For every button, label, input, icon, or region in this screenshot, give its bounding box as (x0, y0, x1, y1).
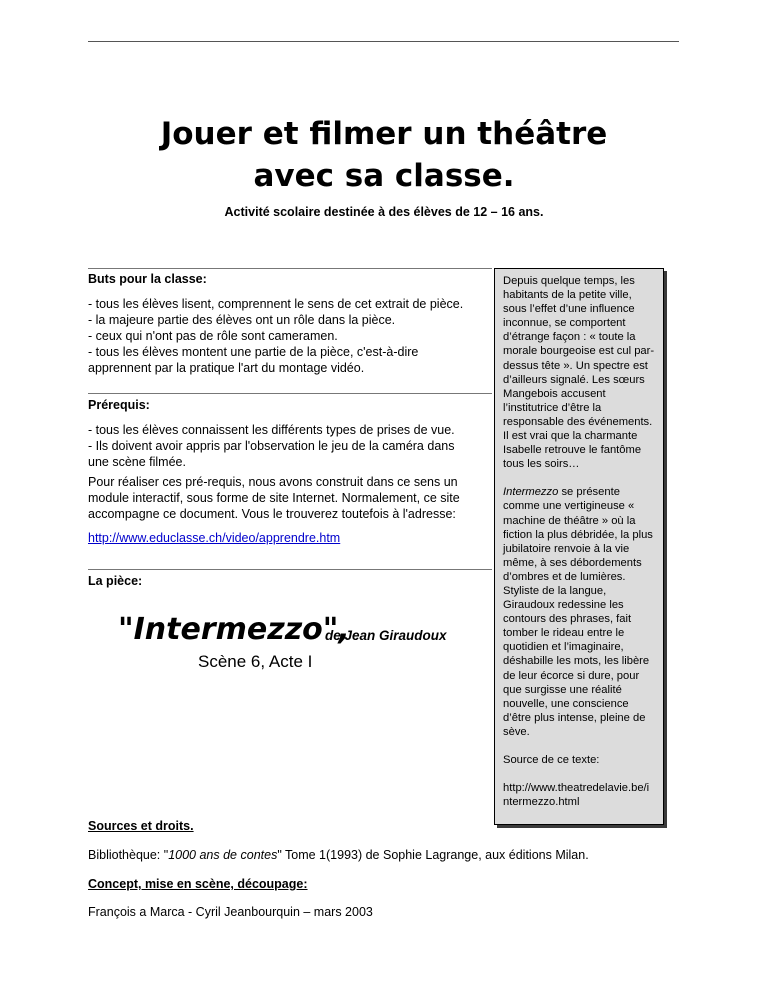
play-title: "Intermezzo", (118, 612, 350, 647)
subtitle: Activité scolaire destinée à des élèves de 12 – 16 ans. (224, 205, 544, 219)
title-line-1: Jouer et filmer un théâtre (160, 116, 608, 152)
prereq-paragraph (88, 474, 460, 522)
sidebar-source-label: Source de ce texte: (503, 754, 600, 766)
sources-prefix: Bibliothèque: " (88, 848, 169, 862)
sources-heading: Sources et droits. (88, 819, 194, 833)
goals-heading: Buts pour la classe: (88, 272, 207, 286)
prereq-list (88, 422, 455, 470)
prereq-line: une scène filmée. (88, 455, 186, 469)
goals-list (88, 296, 463, 376)
goals-rule (88, 268, 492, 269)
sidebar-box (494, 268, 664, 825)
prereq-para-line: module interactif, sous forme de site Internet. Normalement, ce site (88, 491, 460, 505)
module-link[interactable]: http://www.educlasse.ch/video/apprendre.htm (88, 531, 341, 545)
prereq-para-line: Pour réaliser ces pré-requis, nous avons construit dans ce sens un (88, 475, 458, 489)
play-heading: La pièce: (88, 574, 143, 588)
title-line-2: avec sa classe. (253, 158, 515, 194)
sources-suffix: " Tome 1(1993) de Sophie Lagrange, aux éditions Milan. (277, 848, 589, 862)
play-scene: Scène 6, Acte I (198, 652, 313, 671)
play-rule (88, 569, 492, 570)
sidebar-play-name: Intermezzo (503, 486, 559, 499)
goals-line: - tous les élèves montent une partie de la pièce, c'est-à-dire (88, 345, 419, 359)
prereq-line: - tous les élèves connaissent les différents types de prises de vue. (88, 423, 455, 437)
sidebar-para-2-text: se présente comme une vertigineuse « machine de théâtre » où la fiction la plus débridée, la plus jubilatoire renvoie à la vie même, à ses débordements d’ombres et de lumières. Styliste de la langue, Giraudoux redessine les contours des phrases, fait tomber le rideau entre le quotidien et l’imaginaire, déshabille les mots, les libère de leur écorce si dure, pour que surgisse une réalité nouvelle, une conscience d’être plus intense, pleine de sève. (503, 486, 653, 738)
prereq-rule (88, 393, 492, 394)
sidebar-para-2 (503, 485, 655, 739)
top-rule (88, 41, 679, 42)
goals-line: - tous les élèves lisent, comprennent le sens de cet extrait de pièce. (88, 297, 464, 311)
concept-text: François a Marca - Cyril Jeanbourquin – mars 2003 (88, 905, 373, 919)
sources-text (88, 848, 589, 862)
goals-line: - ceux qui n'ont pas de rôle sont cameramen. (88, 329, 338, 343)
goals-line: - la majeure partie des élèves ont un rôle dans la pièce. (88, 313, 396, 327)
sidebar-source-url: http://www.theatredelavie.be/intermezzo.html (503, 782, 650, 809)
prereq-line: - Ils doivent avoir appris par l'observation le jeu de la caméra dans (88, 439, 455, 453)
page-title (0, 113, 768, 197)
sidebar-para-1: Depuis quelque temps, les habitants de la petite ville, sous l’effet d’une influence inconnue, se comportent d’étrange façon : « toute la morale bourgeoise est cul par-dessus tête ». Un spectre est d’ailleurs signalé. Les sœurs Mangebois accusent l’institutrice d’être la responsable des événements. Il est vrai que la charmante Isabelle retrouve le fantôme tous les soirs… (503, 275, 655, 471)
prereq-para-line: accompagne ce document. Vous le trouverez toutefois à l'adresse: (88, 507, 456, 521)
sources-book: 1000 ans de contes (168, 848, 278, 862)
concept-heading: Concept, mise en scène, découpage: (88, 877, 308, 891)
goals-line: apprennent par la pratique l'art du montage vidéo. (88, 361, 365, 375)
prereq-heading: Prérequis: (88, 398, 150, 412)
play-author: de Jean Giraudoux (325, 628, 447, 643)
